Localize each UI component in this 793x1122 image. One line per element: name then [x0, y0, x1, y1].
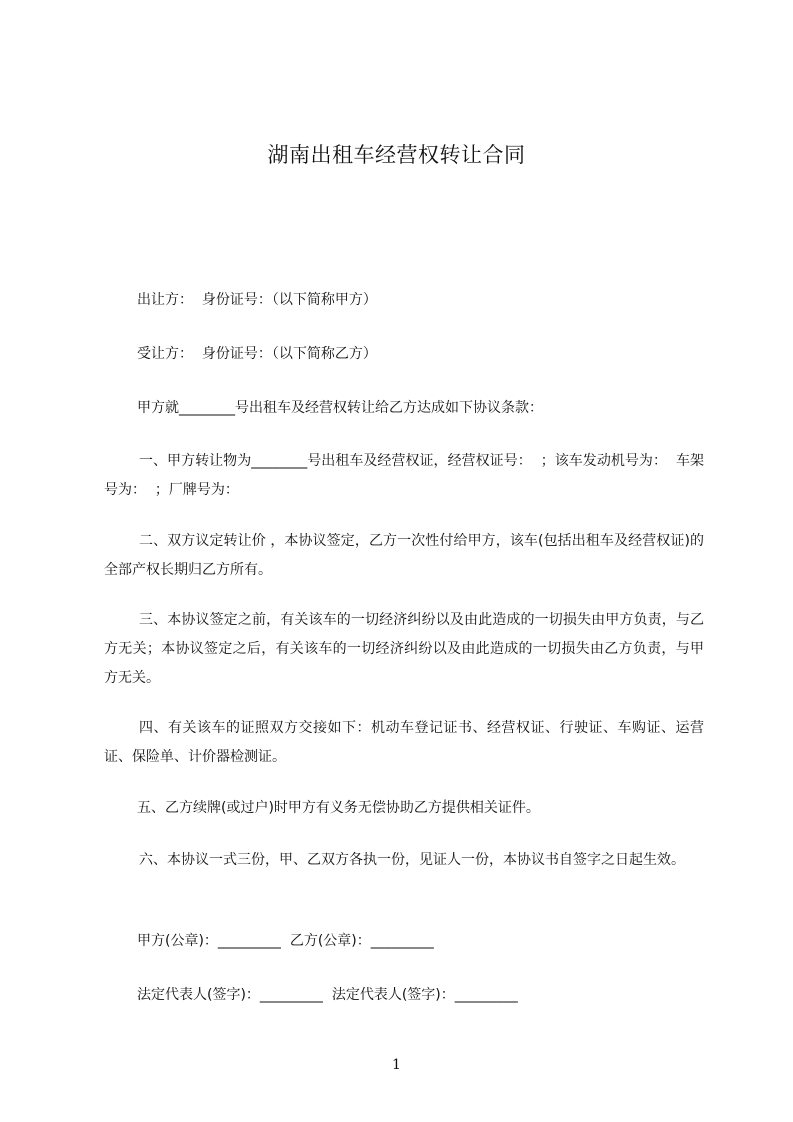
document-title: 湖南出租车经营权转让合同 — [267, 143, 526, 167]
party-a-line: 出让方： 身份证号：（以下简称甲方） — [137, 292, 377, 308]
clause-3: 三、本协议签定之前，有关该车的一切经济纠纷以及由此造成的一切损失由甲方负责，与乙方无关；本协议签定之后，有关该车的一切经济纠纷以及由此造成的一切损失由乙方负责，与甲方无关。 — [104, 612, 704, 686]
seal-line: 甲方(公章)：_________ 乙方(公章)：_________ — [137, 933, 434, 949]
signature-line: 法定代表人(签字)：_________ 法定代表人(签字)：_________ — [137, 987, 518, 1003]
clause-2: 二、双方议定转让价 ，本协议签定，乙方一次性付给甲方，该车(包括出租车及经营权证)的全部产权长期归乙方所有。 — [104, 533, 704, 578]
page-number: 1 — [392, 1057, 401, 1073]
party-b-line: 受让方： 身份证号：（以下简称乙方） — [137, 346, 377, 362]
clause-4: 四、有关该车的证照双方交接如下：机动车登记证书、经营权证、行驶证、车购证、运营证、保险单、计价器检测证。 — [104, 720, 704, 765]
agreement-intro: 甲方就________号出租车及经营权转让给乙方达成如下协议条款： — [137, 400, 543, 416]
clause-5: 五、乙方续牌(或过户)时甲方有义务无偿协助乙方提供相关证件。 — [137, 800, 540, 816]
clause-1: 一、甲方转让物为________号出租车及经营权证，经营权证号： ；该车发动机号为： 车架号为： ；厂牌号为： — [104, 453, 704, 498]
clause-6: 六、本协议一式三份，甲、乙双方各执一份，见证人一份，本协议书自签字之日起生效。 — [139, 852, 685, 868]
